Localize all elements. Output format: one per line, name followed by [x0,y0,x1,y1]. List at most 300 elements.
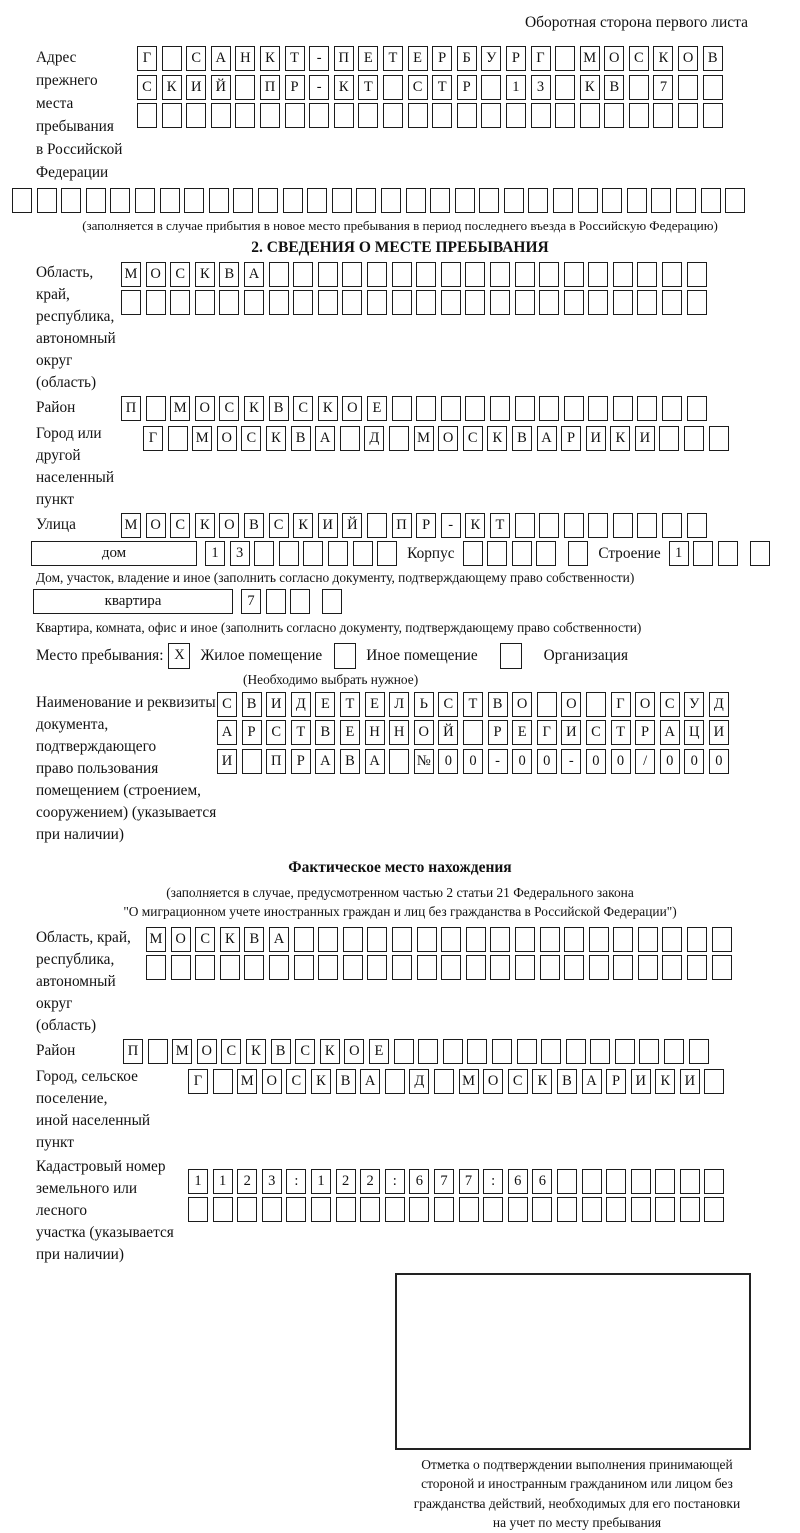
actual-location-heading: Фактическое место нахождения [288,858,512,876]
prev-address-cells [137,46,723,128]
char-cell: Т [383,46,403,71]
char-cell [678,103,698,128]
street-block [0,513,800,538]
char-cell [389,749,409,774]
actual-region-label [0,927,146,1037]
char-cell: П [260,75,280,100]
char-cell: К [162,75,182,100]
char-cell: М [192,426,212,451]
char-cell: С [629,46,649,71]
char-cell: К [293,513,313,538]
char-cell [465,396,485,421]
char-cell [269,262,289,287]
stay-place-block [36,643,800,669]
char-cell: С [286,1069,306,1094]
char-cell [662,513,682,538]
char-cell [285,103,305,128]
char-cell [171,955,191,980]
char-cell: Р [416,513,436,538]
actual-region-label-line-2: республика, [36,950,115,968]
char-cell: К [655,1069,675,1094]
apartment-word-box: квартира [33,589,233,614]
char-cell [235,103,255,128]
char-cell [680,1197,700,1222]
char-cell: - [309,75,329,100]
char-cell: А [582,1069,602,1094]
char-cell [606,1169,626,1194]
cadastre-label-line-4: при наличии) [36,1245,124,1263]
char-cell: - [488,749,508,774]
char-cell [394,1039,414,1064]
char-cell [211,103,231,128]
char-cell [712,927,732,952]
char-cell: А [244,262,264,287]
char-cell [613,955,633,980]
char-cell: 0 [709,749,729,774]
char-cell [687,396,707,421]
char-cell [590,1039,610,1064]
actual-city-label-line-1: Город, сельское поселение, [36,1067,138,1107]
char-cell [146,955,166,980]
korpus-cells [463,541,557,566]
char-cell [318,290,338,315]
char-cell: Т [432,75,452,100]
korpus-label: Корпус [407,544,455,562]
char-cell [434,1069,454,1094]
char-cell: Г [137,46,157,71]
char-cell: С [438,692,458,717]
char-cell [637,396,657,421]
char-cell: К [465,513,485,538]
char-cell [168,426,188,451]
char-cell: Н [235,46,255,71]
char-cell [712,955,732,980]
char-cell: С [170,513,190,538]
char-cell: С [295,1039,315,1064]
char-cell [463,720,483,745]
char-cell [406,188,426,213]
char-cell: Е [408,46,428,71]
char-cell: О [561,692,581,717]
char-cell: А [365,749,385,774]
char-cell [318,262,338,287]
char-cell: Р [285,75,305,100]
char-cell [356,188,376,213]
char-cell [61,188,81,213]
char-cell [515,262,535,287]
char-cell [219,290,239,315]
char-cell [148,1039,168,1064]
char-cell: А [315,426,335,451]
char-cell [555,75,575,100]
char-cell [392,262,412,287]
char-cell: В [219,262,239,287]
char-cell: С [408,75,428,100]
char-cell [515,290,535,315]
char-cell [555,46,575,71]
char-cell [340,426,360,451]
char-cell [467,1039,487,1064]
char-cell: X [168,643,190,669]
region-label [0,262,121,394]
char-cell [588,262,608,287]
stay-option-other-label: Иное помещение [366,646,478,664]
char-cell [343,955,363,980]
char-cell: С [170,262,190,287]
char-cell: : [286,1169,306,1194]
char-cell [684,426,704,451]
char-cell: 7 [459,1169,479,1194]
char-cell [443,1039,463,1064]
char-cell [508,1197,528,1222]
char-cell: К [653,46,673,71]
cadastre-label [0,1156,188,1266]
char-cell: Г [188,1069,208,1094]
char-cell [457,103,477,128]
char-cell: О [512,692,532,717]
char-cell [465,290,485,315]
char-cell [481,103,501,128]
char-cell: И [635,426,655,451]
char-cell [290,589,310,614]
apartment-cells [241,589,310,614]
char-cell: 0 [611,749,631,774]
char-cell [664,1039,684,1064]
char-cell: Д [291,692,311,717]
char-cell: М [121,513,141,538]
char-cell [86,188,106,213]
char-cell [704,1069,724,1094]
actual-region-label-line-1: Область, край, [36,928,131,946]
char-cell [676,188,696,213]
char-cell [588,513,608,538]
actual-city-label [0,1066,188,1154]
stay-place-label: Место пребывания: [36,646,164,664]
char-cell [430,188,450,213]
house-word-box: дом [31,541,197,566]
char-cell [539,396,559,421]
char-cell: Й [342,513,362,538]
char-cell [137,103,157,128]
stay-option-organization-label: Организация [543,646,629,664]
region-label-line-3: автономный [36,329,116,347]
char-cell: Ь [414,692,434,717]
char-cell [254,541,274,566]
actual-region-row-2 [146,955,732,980]
char-cell: - [309,46,329,71]
korpus-extra-cell [568,541,588,566]
actual-district-row [123,1039,709,1064]
cadastre-block [0,1156,800,1266]
char-cell [235,75,255,100]
char-cell [37,188,57,213]
char-cell: В [244,513,264,538]
char-cell [638,927,658,952]
char-cell: О [604,46,624,71]
document-block [0,692,800,846]
char-cell: Г [611,692,631,717]
prev-address-block [0,46,800,184]
char-cell: / [635,749,655,774]
char-cell [244,955,264,980]
char-cell: Р [561,426,581,451]
stroenie-cells [669,541,738,566]
char-cell: В [340,749,360,774]
char-cell: И [266,692,286,717]
document-row-1 [217,692,729,717]
actual-location-note [0,883,800,921]
char-cell [385,1069,405,1094]
char-cell: Т [611,720,631,745]
document-label-line-5: сооружением) (указывается [36,803,217,821]
char-cell: С [586,720,606,745]
char-cell [750,541,770,566]
char-cell [687,262,707,287]
char-cell: О [635,692,655,717]
char-cell: Р [457,75,477,100]
char-cell [307,188,327,213]
document-row-3 [217,749,729,774]
char-cell: : [385,1169,405,1194]
section2-heading: 2. СВЕДЕНИЯ О МЕСТЕ ПРЕБЫВАНИЯ [251,238,549,256]
char-cell [638,955,658,980]
char-cell: 0 [660,749,680,774]
char-cell [613,513,633,538]
char-cell [416,290,436,315]
char-cell [483,1197,503,1222]
char-cell: П [121,396,141,421]
char-cell [615,1039,635,1064]
document-label-line-6: при наличии) [36,825,124,843]
char-cell [631,1169,651,1194]
street-label: Улица [36,515,76,533]
char-cell [409,1197,429,1222]
char-cell [160,188,180,213]
document-cells [217,692,729,774]
char-cell [655,1169,675,1194]
char-cell [195,955,215,980]
city-label-line-2: населенный пункт [36,468,115,508]
char-cell [441,262,461,287]
char-cell [637,262,657,287]
char-cell: М [414,426,434,451]
char-cell: Р [432,46,452,71]
char-cell [564,513,584,538]
char-cell [539,290,559,315]
char-cell [441,927,461,952]
region-label-line-4: округ (область) [36,351,97,391]
char-cell [604,103,624,128]
char-cell [336,1197,356,1222]
char-cell [432,103,452,128]
char-cell [146,290,166,315]
char-cell: 7 [241,589,261,614]
char-cell [662,396,682,421]
char-cell [466,927,486,952]
apartment-extra-cell [322,589,342,614]
char-cell [385,1197,405,1222]
char-cell [504,188,524,213]
actual-city-block [0,1066,800,1154]
char-cell [434,1197,454,1222]
stay-option-other-checkbox [334,643,356,669]
char-cell [564,955,584,980]
char-cell [170,290,190,315]
region-block [0,262,800,394]
char-cell [260,103,280,128]
char-cell: О [344,1039,364,1064]
char-cell [490,262,510,287]
char-cell: О [438,426,458,451]
char-cell [528,188,548,213]
char-cell [237,1197,257,1222]
char-cell [487,541,507,566]
char-cell [322,589,342,614]
apartment-caption: Квартира, комната, офис и иное (заполнить согласно документу, подтверждающему право собственности) [36,619,642,635]
char-cell [687,290,707,315]
char-cell [582,1197,602,1222]
char-cell [334,643,356,669]
actual-region-row-1 [146,927,732,952]
region-row-2 [121,290,707,315]
char-cell [342,290,362,315]
char-cell: П [123,1039,143,1064]
stamp-caption-line-2: стороной и иностранным гражданином или лицом без [421,1476,733,1491]
char-cell [213,1069,233,1094]
char-cell [613,396,633,421]
char-cell [294,955,314,980]
district-row [121,396,707,421]
prev-address-note: (заполняется в случае прибытия в новое место пребывания в период последнего въезда в Российскую Федерацию) [82,217,718,233]
char-cell [655,1197,675,1222]
char-cell: Н [365,720,385,745]
char-cell [540,927,560,952]
char-cell: О [414,720,434,745]
char-cell: 2 [237,1169,257,1194]
char-cell [441,396,461,421]
char-cell [418,1039,438,1064]
char-cell [639,1039,659,1064]
prev-address-row-4 [12,188,800,213]
char-cell: Т [291,720,311,745]
char-cell: Д [409,1069,429,1094]
char-cell [309,103,329,128]
region-cells [121,262,707,316]
char-cell: У [481,46,501,71]
char-cell: О [342,396,362,421]
char-cell: Р [635,720,655,745]
char-cell [463,541,483,566]
char-cell [539,262,559,287]
char-cell [367,262,387,287]
char-cell: О [219,513,239,538]
char-cell: М [172,1039,192,1064]
char-cell [209,188,229,213]
actual-city-row [188,1069,724,1094]
char-cell: О [678,46,698,71]
char-cell: 1 [311,1169,331,1194]
char-cell [687,927,707,952]
char-cell [195,290,215,315]
char-cell: Т [490,513,510,538]
char-cell [242,749,262,774]
char-cell [459,1197,479,1222]
char-cell: И [680,1069,700,1094]
char-cell: И [709,720,729,745]
char-cell [121,290,141,315]
char-cell: С [217,692,237,717]
char-cell: Е [315,692,335,717]
char-cell: С [269,513,289,538]
char-cell: А [360,1069,380,1094]
document-label-line-2: документа, подтверждающего [36,715,157,755]
char-cell [566,1039,586,1064]
char-cell [383,75,403,100]
char-cell [188,1197,208,1222]
char-cell [416,396,436,421]
stroenie-extra-cell [750,541,770,566]
char-cell: 3 [531,75,551,100]
char-cell: М [459,1069,479,1094]
char-cell: А [269,927,289,952]
char-cell: М [146,927,166,952]
city-label [0,423,143,511]
char-cell [651,188,671,213]
char-cell [515,955,535,980]
stay-option-residential-checkbox [168,643,190,669]
char-cell: М [170,396,190,421]
prev-address-label-line-3: в Российской [36,141,123,158]
char-cell [568,541,588,566]
char-cell [258,188,278,213]
char-cell [455,188,475,213]
char-cell [492,1039,512,1064]
char-cell: 6 [409,1169,429,1194]
char-cell: 0 [438,749,458,774]
char-cell [678,75,698,100]
char-cell [135,188,155,213]
char-cell: О [483,1069,503,1094]
char-cell: Г [143,426,163,451]
prev-address-label-line-2: места пребывания [36,95,114,135]
char-cell: К [260,46,280,71]
char-cell [515,927,535,952]
char-cell [334,103,354,128]
char-cell: В [703,46,723,71]
char-cell [392,955,412,980]
char-cell [358,103,378,128]
char-cell: 1 [188,1169,208,1194]
char-cell [490,396,510,421]
document-label [0,692,217,846]
char-cell: И [631,1069,651,1094]
char-cell [578,188,598,213]
char-cell: О [146,513,166,538]
char-cell: А [315,749,335,774]
char-cell [213,1197,233,1222]
char-cell [693,541,713,566]
char-cell [631,1197,651,1222]
char-cell: 3 [230,541,250,566]
char-cell [342,262,362,287]
house-caption: Дом, участок, владение и иное (заполнить согласно документу, подтверждающему право собственности) [36,569,635,585]
char-cell [293,290,313,315]
char-cell [186,103,206,128]
char-cell [532,1197,552,1222]
char-cell: Е [358,46,378,71]
char-cell [537,692,557,717]
char-cell [662,290,682,315]
